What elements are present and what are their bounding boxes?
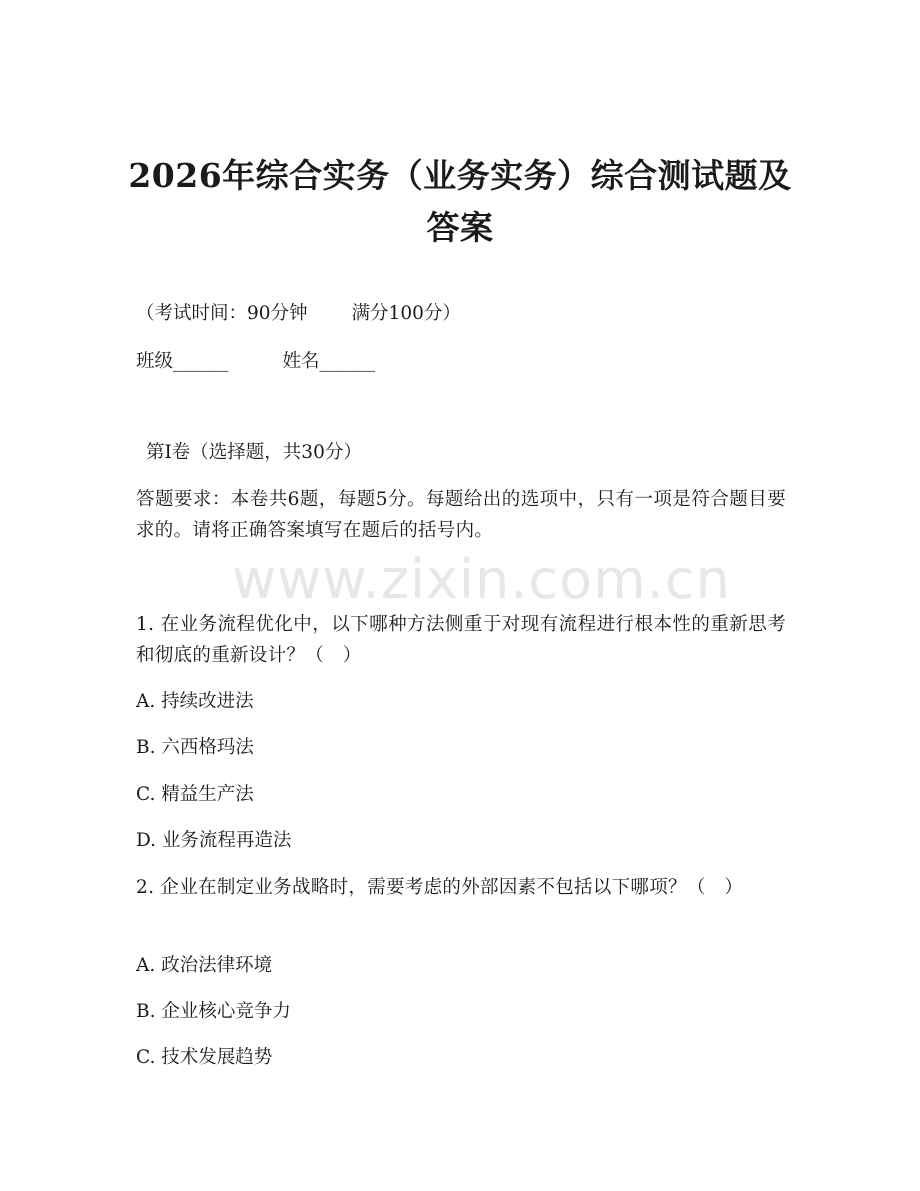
question-2-stem: 2. 企业在制定业务战略时，需要考虑的外部因素不包括以下哪项？（ ）	[136, 877, 744, 898]
question-1-option-d: D. 业务流程再造法	[136, 830, 292, 851]
section-heading: 第Ⅰ卷（选择题，共30分）	[146, 442, 362, 463]
watermark: www.zixin.com.cn	[232, 548, 731, 611]
question-2-option-b: B. 企业核心竞争力	[136, 1001, 291, 1022]
question-1-option-b: B. 六西格玛法	[136, 737, 254, 758]
question-1-stem: 1. 在业务流程优化中，以下哪种方法侧重于对现有流程进行根本性的重新思考和彻底的重新设计？（ ）	[136, 614, 786, 666]
exam-score: 满分100分）	[351, 303, 461, 324]
section-instructions: 答题要求：本卷共6题，每题5分。每题给出的选项中，只有一项是符合题目要求的。请将正确答案填写在题后的括号内。	[136, 489, 786, 541]
class-field: 班级______	[136, 351, 229, 372]
question-2-option-a: A. 政治法律环境	[136, 955, 273, 976]
document-title: 2026年综合实务（业务实务）综合测试题及答案	[128, 156, 792, 247]
question-1-option-a: A. 持续改进法	[136, 691, 254, 712]
question-2-option-c: C. 技术发展趋势	[136, 1047, 273, 1068]
student-fields	[136, 350, 375, 374]
exam-info	[136, 302, 461, 326]
question-1-option-c: C. 精益生产法	[136, 784, 254, 805]
name-field: 姓名______	[282, 351, 376, 372]
exam-time: （考试时间：90分钟	[136, 303, 308, 324]
